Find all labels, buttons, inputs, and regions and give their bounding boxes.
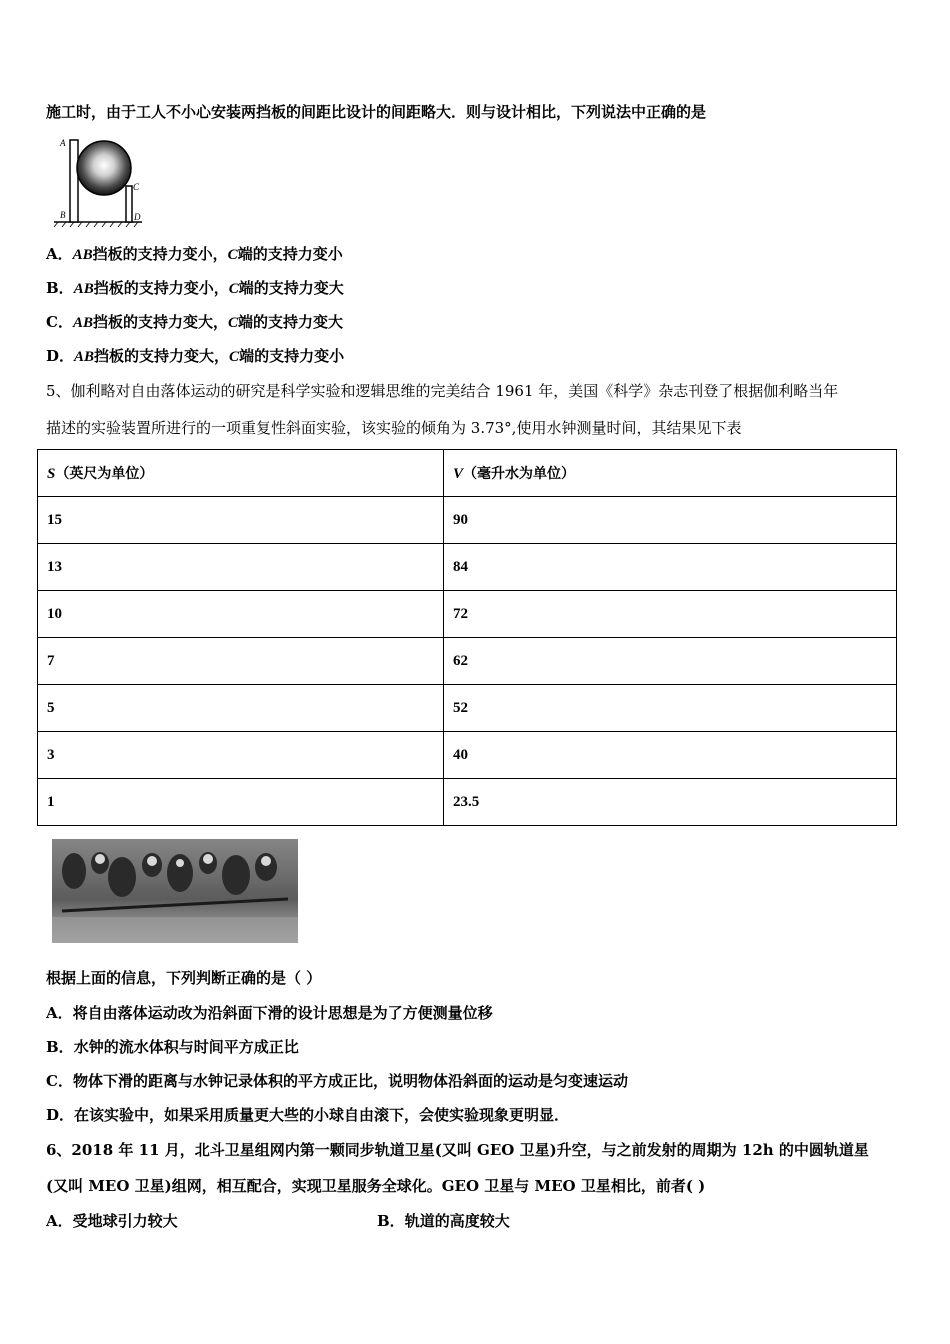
table-row: [38, 544, 897, 591]
cell-v: 52: [444, 685, 897, 732]
label-c: C: [133, 182, 140, 192]
cell-v: 23.5: [444, 779, 897, 826]
option-text: 端的支持力变大: [238, 313, 344, 331]
question-intro-text: 施工时，由于工人不小心安装两挡板的间距比设计的间距略大．则与设计相比，下列说法中正确的是: [46, 103, 707, 121]
q6-stem-line1: 6、2018 年 11 月，北斗卫星组网内第一颗同步轨道卫星(又叫 GEO 卫星)升空，与之前发射的周期为 12h 的中圆轨道星: [46, 1141, 869, 1159]
option-text: 挡板的支持力变小，: [93, 279, 229, 297]
option-letter: A．: [46, 1212, 73, 1230]
experiment-photo: [52, 833, 298, 943]
header-v: V（毫升水为单位）: [444, 450, 897, 497]
q4-option-a[interactable]: [46, 244, 343, 265]
option-text: 挡板的支持力变小，: [92, 245, 228, 263]
option-text: 物体下滑的距离与水钟记录体积的平方成正比，说明物体沿斜面的运动是匀变速运动: [72, 1072, 628, 1090]
option-text: 将自由落体运动改为沿斜面下滑的设计思想是为了方便测量位移: [72, 1004, 493, 1022]
table-row: [38, 732, 897, 779]
option-letter: D．: [46, 347, 75, 365]
cell-s: 13: [38, 544, 444, 591]
cell-s: 15: [38, 497, 444, 544]
label-a: A: [60, 138, 66, 148]
option-text: 端的支持力变小: [237, 245, 343, 263]
ball-board-figure: [52, 132, 144, 228]
option-text: 水钟的流水体积与时间平方成正比: [73, 1038, 299, 1056]
option-text: 在该实验中，如果采用质量更大些的小球自由滚下，会使实验现象更明显．: [74, 1106, 570, 1124]
cell-s: 1: [38, 779, 444, 826]
option-letter: C．: [46, 1072, 73, 1090]
cell-s: 10: [38, 591, 444, 638]
option-letter: C．: [46, 313, 73, 331]
cell-v: 90: [444, 497, 897, 544]
q4-option-d[interactable]: [46, 346, 344, 367]
table-row: [38, 591, 897, 638]
option-text: 轨道的高度较大: [404, 1212, 510, 1230]
q5-stem-line2: 描述的实验装置所进行的一项重复性斜面实验，该实验的倾角为 3.73°,使用水钟测量时间，其结果见下表: [46, 419, 742, 437]
cell-v: 84: [444, 544, 897, 591]
table-header-row: [38, 450, 897, 497]
q5-option-d[interactable]: [46, 1105, 569, 1125]
option-var: AB: [72, 247, 93, 263]
label-d: D: [134, 212, 141, 222]
option-letter: B．: [46, 1038, 74, 1056]
s-v-data-table: [37, 449, 897, 826]
q5-option-b[interactable]: [46, 1037, 299, 1057]
option-var: AB: [73, 281, 94, 297]
option-text: 挡板的支持力变大，: [94, 347, 230, 365]
q5-option-c[interactable]: [46, 1071, 628, 1091]
q5-stem-line1: 5、伽利略对自由落体运动的研究是科学实验和逻辑思维的完美结合 1961 年，美国《科学》杂志刊登了根据伽利略当年: [46, 382, 839, 400]
table-row: [38, 779, 897, 826]
option-text: 受地球引力较大: [72, 1212, 178, 1230]
q6-option-a[interactable]: [46, 1211, 178, 1231]
header-s: S（英尺为单位）: [38, 450, 444, 497]
option-var: C: [228, 281, 239, 297]
option-var: C: [227, 247, 238, 263]
option-var: C: [227, 315, 238, 331]
cell-v: 40: [444, 732, 897, 779]
option-var: AB: [72, 315, 93, 331]
q6-stem-line2: (又叫 MEO 卫星)组网，相互配合，实现卫星服务全球化。GEO 卫星与 MEO 卫星相比，前者( ): [46, 1177, 706, 1195]
cell-s: 3: [38, 732, 444, 779]
cell-v: 72: [444, 591, 897, 638]
label-b: B: [60, 210, 66, 220]
q4-option-b[interactable]: [46, 278, 344, 299]
option-letter: B．: [377, 1212, 405, 1230]
option-letter: A．: [46, 1004, 73, 1022]
q5-option-a[interactable]: [46, 1003, 493, 1023]
cell-s: 7: [38, 638, 444, 685]
option-letter: D．: [46, 1106, 75, 1124]
option-letter: B．: [46, 279, 74, 297]
ball: [77, 141, 131, 195]
option-text: 端的支持力变大: [238, 279, 344, 297]
option-letter: A．: [46, 245, 73, 263]
table-row: [38, 685, 897, 732]
cell-v: 62: [444, 638, 897, 685]
board-cd: [126, 186, 132, 222]
option-text: 挡板的支持力变大，: [92, 313, 228, 331]
q5-question: 根据上面的信息，下列判断正确的是（ ）: [46, 969, 322, 987]
q4-option-c[interactable]: [46, 312, 343, 333]
option-var: AB: [74, 349, 95, 365]
board-ab: [70, 140, 78, 222]
table-row: [38, 497, 897, 544]
q6-option-b[interactable]: [377, 1211, 510, 1231]
table-row: [38, 638, 897, 685]
option-text: 端的支持力变小: [239, 347, 345, 365]
cell-s: 5: [38, 685, 444, 732]
option-var: C: [229, 349, 240, 365]
